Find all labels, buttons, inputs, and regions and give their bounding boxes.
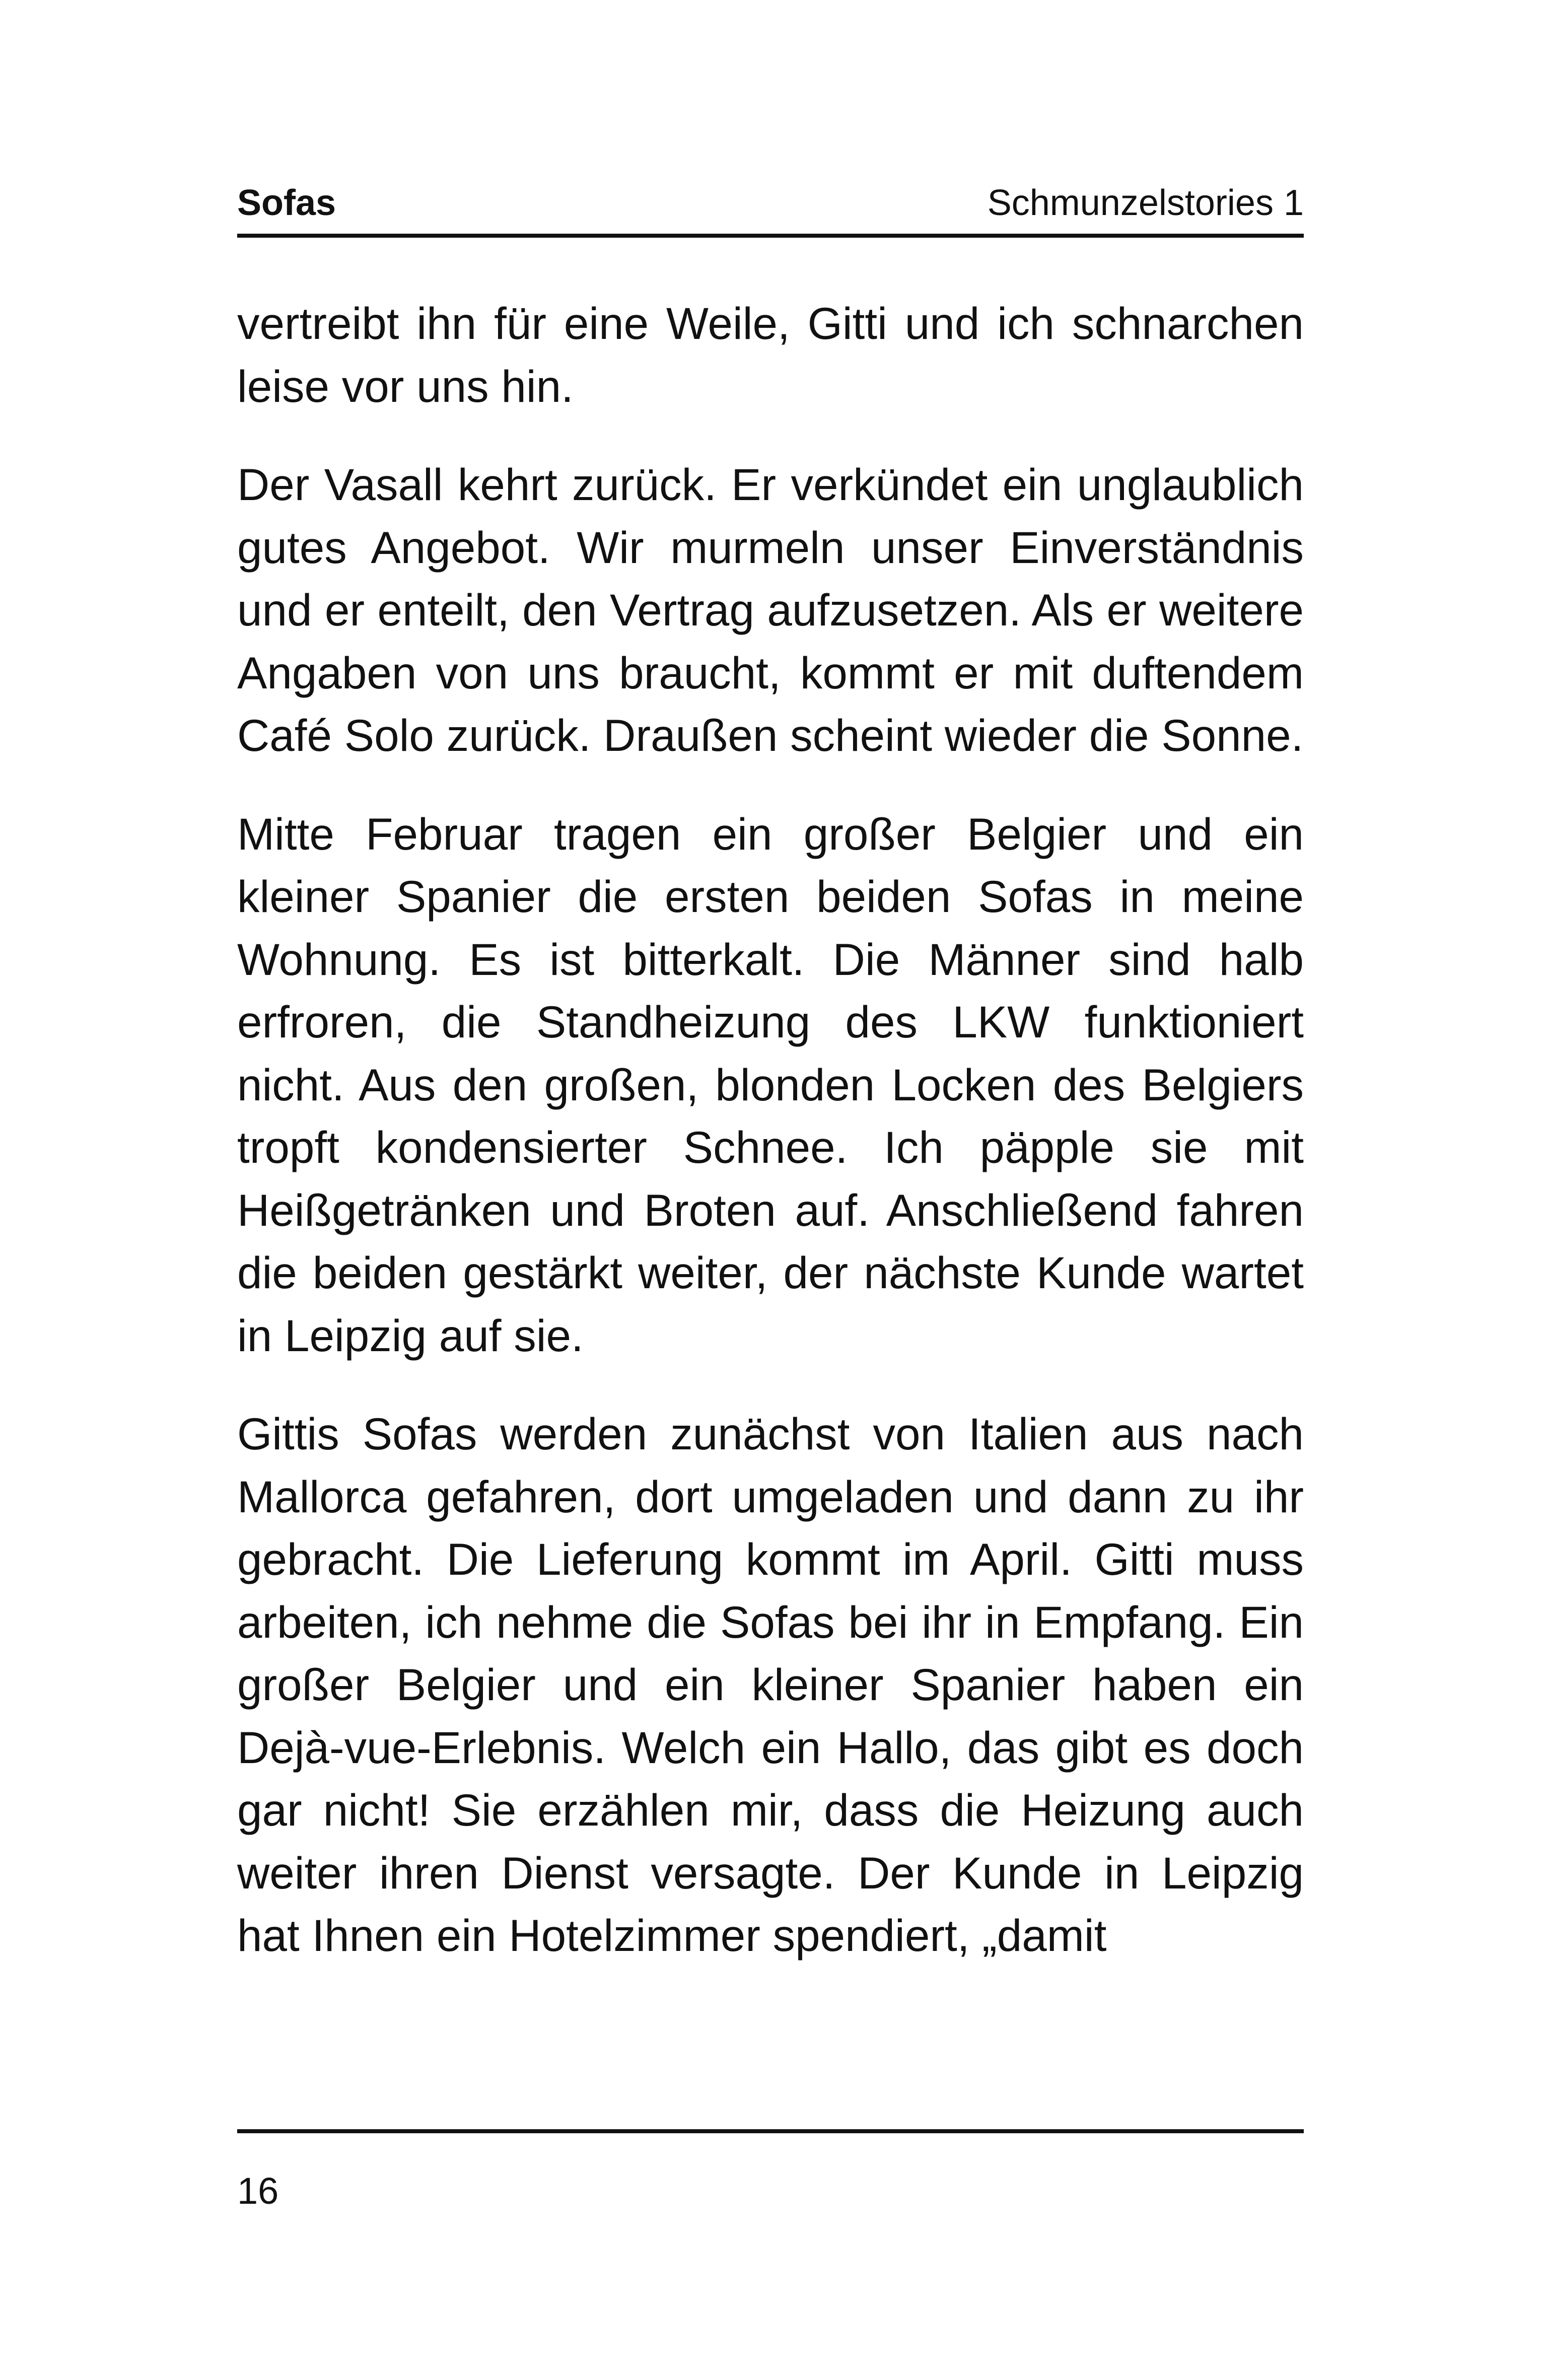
paragraph-2: Der Vasall kehrt zurück. Er verkündet ein unglaublich gutes Angebot. Wir murmeln unser Einverständnis und er enteilt, den Vertrag aufzusetzen. Als er weitere Angaben von uns braucht, kommt er mit duftendem Café Solo zurück. Draußen scheint wieder die Sonne. [237,459,1304,760]
header-divider [237,234,1304,238]
paragraph-1: vertreibt ihn für eine Weile, Gitti und ich schnarchen leise vor uns hin. [237,298,1304,411]
paragraph-4: Gittis Sofas werden zunächst von Italien aus nach Mallorca gefahren, dort umgeladen und dann zu ihr gebracht. Die Lieferung kommt im April. Gitti muss arbeiten, ich nehme die Sofas bei ihr in Empfang. Ein großer Belgier und ein kleiner Spanier haben ein Dejà-vue-Erlebnis. Welch ein Hallo, das gibt es doch gar nicht! Sie erzählen mir, dass die Heizung auch weiter ihren Dienst versagte. Der Kunde in Leipzig hat Ihnen ein Hotelzimmer spendiert, „damit [237,1409,1304,1961]
book-title: Schmunzelstories 1 [987,183,1304,223]
page-body [237,292,1304,2003]
paragraph-3: Mitte Februar tragen ein großer Belgier und ein kleiner Spanier die ersten beiden Sofas in meine Wohnung. Es ist bitterkalt. Die Männer sind halb erfroren, die Standheizung des LKW funktioniert nicht. Aus den großen, blonden Locken des Belgiers tropft kondensierter Schnee. Ich päpple sie mit Heißgetränken und Broten auf. Anschließend fahren die beiden gestärkt weiter, der nächste Kunde wartet in Leipzig auf sie. [237,808,1304,1361]
running-header [237,171,1304,232]
section-title: Sofas [237,183,336,223]
footer-divider [237,2129,1304,2133]
page-number: 16 [237,2170,279,2212]
